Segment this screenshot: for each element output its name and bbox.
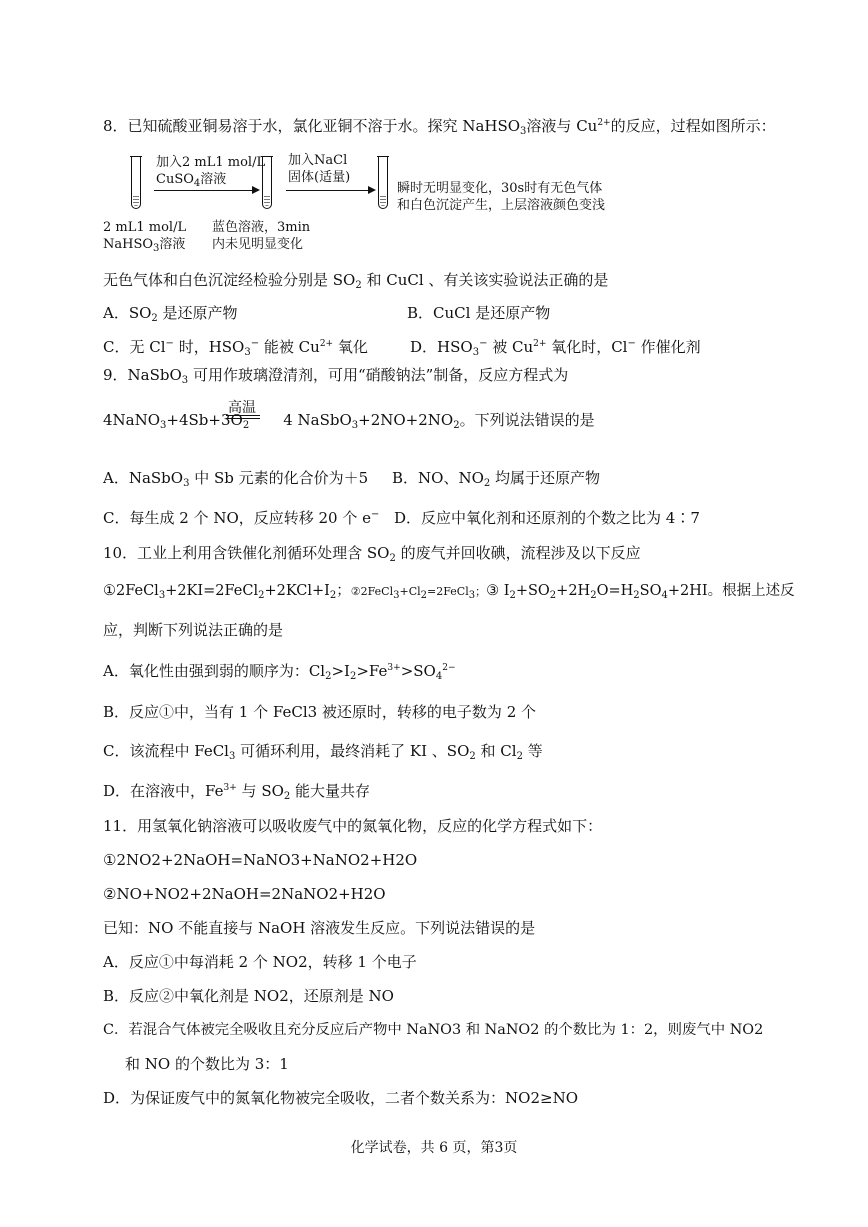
q11-option-c-line2: 和 NO 的个数比为 3：1 (125, 1055, 289, 1073)
q9-option-a: A．NaSbO$_3$ 中 Sb 元素的化合价为＋5 (103, 469, 369, 489)
q10-option-c: C．该流程中 FeCl$_3$ 可循环利用，最终消耗了 KI 、$SO_2$ 和 $Cl_2$ 等 (103, 742, 543, 762)
q9-option-d: D．反应中氧化剂和还原剂的个数之比为 4∶7 (394, 509, 700, 527)
q9-stem: 9．NaSbO$_3$ 可用作玻璃澄清剂，可用“硝酸钠法”制备，反应方程式为 (103, 366, 569, 386)
q8-option-b: B．CuCl 是还原产物 (407, 304, 551, 322)
q11-reaction-2: ②NO+NO2+2NaOH=2NaNO2+H2O (103, 885, 386, 903)
page-footer: 化学试卷，共 6 页，第3页 (350, 1140, 518, 1156)
q10-stem: 10．工业上利用含铁催化剂循环处理含 $SO_2$ 的废气并回收碘，流程涉及以下反应 (103, 544, 641, 564)
reagent2-label: 加入NaCl 固体(适量) (288, 153, 351, 185)
q10-option-a: A．氧化性由强到弱的顺序为：$Cl_2>I_2>Fe^{3+}>SO_4^{2-}$ (103, 662, 456, 682)
q8-followup: 无色气体和白色沉淀经检验分别是 $SO_2$ 和 CuCl 、有关该实验说法正确的是 (103, 271, 609, 291)
arrow-1 (154, 190, 252, 191)
q9-condition: 高温 (228, 400, 256, 416)
q11-stem: 11．用氢氧化钠溶液可以吸收废气中的氮氧化物，反应的化学方程式如下： (103, 817, 603, 835)
q10-option-d: D．在溶液中，$Fe^{3+}$ 与 $SO_2$ 能大量共存 (103, 782, 371, 802)
q11-option-c-line1: C．若混合气体被完全吸收且充分反应后产物中 NaNO3 和 NaNO2 的个数比为 1：2，则废气中 NO2 (103, 1022, 764, 1038)
q9-option-b: B．NO、$NO_2$ 均属于还原产物 (392, 469, 601, 489)
q8-option-c: C．无 Cl− 时，$HSO_3^-$ 能被 $Cu^{2+}$ 氧化 (103, 338, 368, 358)
q8-option-a: A．$SO_2$ 是还原产物 (103, 304, 238, 324)
q8-experiment-diagram (100, 148, 640, 258)
q11-option-d: D．为保证废气中的氮氧化物被完全吸收，二者个数关系为：NO2≥NO (103, 1089, 578, 1107)
q11-option-b: B．反应②中氧化剂是 NO2，还原剂是 NO (103, 987, 394, 1005)
q9-option-c: C．每生成 2 个 NO，反应转移 20 个 e− (103, 509, 380, 527)
q8-stem: 8．已知硫酸亚铜易溶于水，氯化亚铜不溶于水。探究 NaHSO$_3$溶液与 $Cu^{2+}$的反应，过程如图所示： (103, 117, 776, 137)
test-tube-2 (262, 156, 272, 209)
tube2-label: 蓝色溶液，3min 内未见明显变化 (212, 220, 311, 252)
q11-option-a: A．反应①中每消耗 2 个 NO2，转移 1 个电子 (103, 953, 417, 971)
q11-known: 已知：NO 不能直接与 NaOH 溶液发生反应。下列说法错误的是 (103, 919, 536, 937)
q8-option-d: D．$HSO_3^-$ 被 $Cu^{2+}$ 氧化时，Cl− 作催化剂 (410, 338, 701, 358)
result-label: 瞬时无明显变化，30s时有无色气体 和白色沉淀产生，上层溶液颜色变浅 (397, 181, 606, 213)
arrow-2 (286, 190, 368, 191)
q10-continuation: 应，判断下列说法正确的是 (103, 621, 284, 639)
tube1-label: 2 mL1 mol/L NaHSO$_3$溶液 (103, 220, 187, 254)
reagent1-label: 加入2 mL1 mol/L CuSO$_4$溶液 (156, 155, 266, 189)
q11-reaction-1: ①2NO2+2NaOH=NaNO3+NaNO2+H2O (103, 851, 418, 869)
test-tube-3 (378, 156, 388, 209)
q9-equation: $4NaNO_3+4Sb+3O_2$ 4 $NaSbO_3+2NO+2NO_2$。下列说法错误的是 (103, 411, 595, 431)
q10-reactions: $①2FeCl_3+2KI=2FeCl_2+2KCl+I_2$；$②2FeCl_3+Cl_2=2FeCl_3$；③ $I_2+SO_2+2H_2O=H_2SO_4+2HI$。根据上述反 (103, 583, 795, 601)
arrow-2-head (368, 186, 376, 194)
q10-option-b: B．反应①中，当有 1 个 FeCl3 被还原时，转移的电子数为 2 个 (103, 703, 537, 721)
arrow-1-head (252, 186, 260, 194)
test-tube-1 (131, 156, 141, 209)
